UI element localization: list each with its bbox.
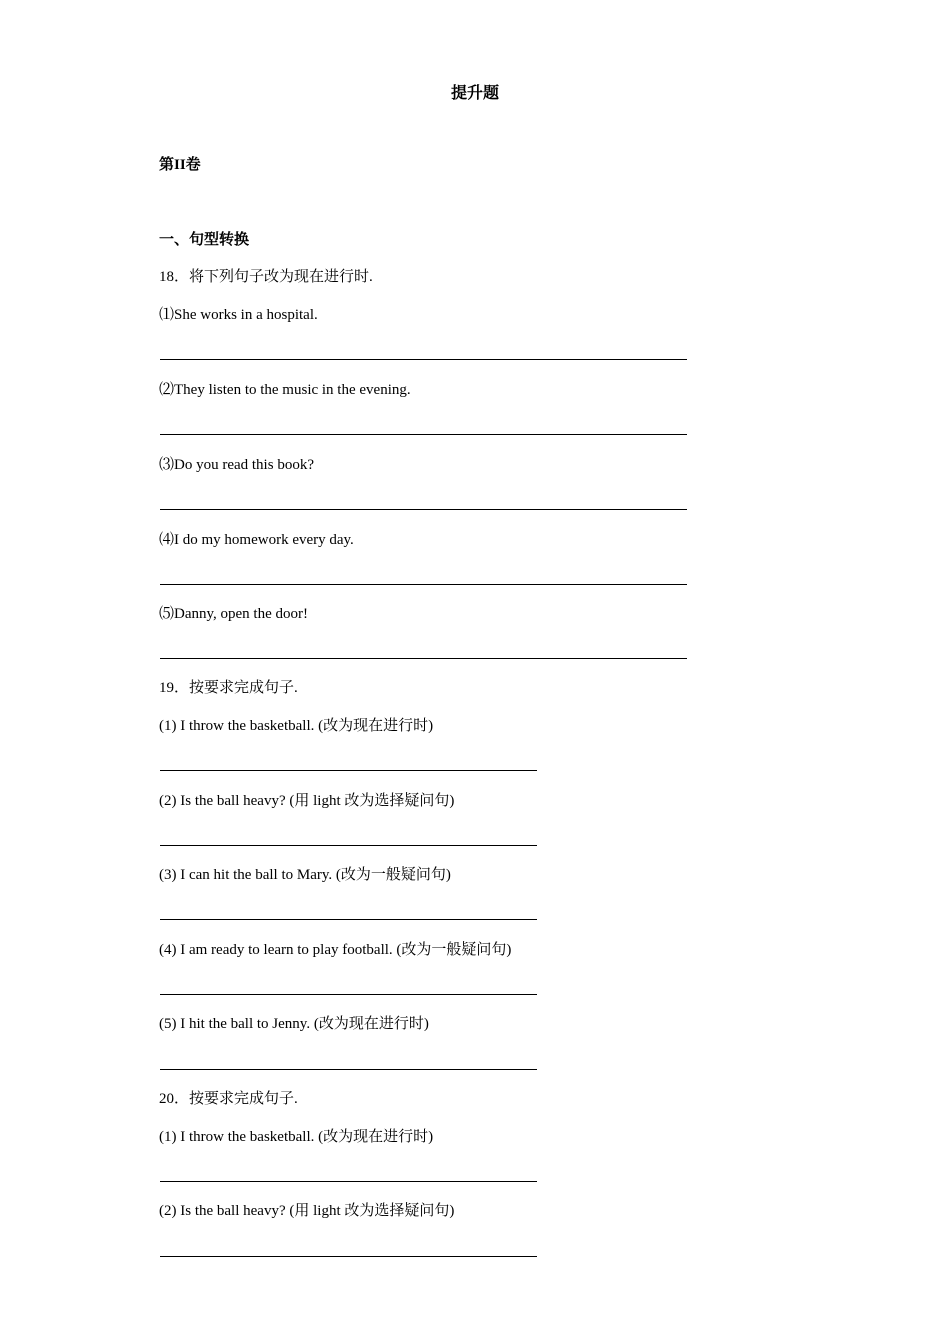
- page-title: 提升题: [450, 85, 499, 102]
- q19-item-1: (1) I throw the basketball. (改为现在进行时): [159, 718, 434, 734]
- q18-stem: 18．将下列句子改为现在进行时.: [159, 269, 373, 285]
- q18-item-4: ⑷I do my homework every day.: [159, 532, 354, 548]
- q18-item-5: ⑸Danny, open the door!: [159, 606, 308, 622]
- q19-answer-line-3[interactable]: [160, 919, 537, 920]
- q19-item-5: (5) I hit the ball to Jenny. (改为现在进行时): [159, 1016, 429, 1032]
- q19-item-2: (2) Is the ball heavy? (用 light 改为选择疑问句): [159, 793, 455, 809]
- q20-item-1: (1) I throw the basketball. (改为现在进行时): [159, 1129, 434, 1145]
- q20-item-2: (2) Is the ball heavy? (用 light 改为选择疑问句): [159, 1203, 455, 1219]
- q19-answer-line-2[interactable]: [160, 845, 537, 846]
- q19-item-4: (4) I am ready to learn to play football. (改为一般疑问句): [159, 942, 512, 958]
- q18-item-1: ⑴She works in a hospital.: [159, 307, 318, 323]
- q18-answer-line-3[interactable]: [160, 509, 687, 510]
- q18-item-2: ⑵They listen to the music in the evening.: [159, 382, 411, 398]
- q18-answer-line-5[interactable]: [160, 658, 687, 659]
- q20-answer-line-1[interactable]: [160, 1181, 537, 1182]
- volume-heading: 第II卷: [159, 157, 201, 173]
- q18-answer-line-4[interactable]: [160, 584, 687, 585]
- q19-answer-line-1[interactable]: [160, 770, 537, 771]
- q18-answer-line-1[interactable]: [160, 359, 687, 360]
- q19-item-3: (3) I can hit the ball to Mary. (改为一般疑问句): [159, 867, 451, 883]
- q19-answer-line-5[interactable]: [160, 1069, 537, 1070]
- q20-stem: 20．按要求完成句子.: [159, 1091, 298, 1107]
- q18-answer-line-2[interactable]: [160, 434, 687, 435]
- q18-item-3: ⑶Do you read this book?: [159, 457, 314, 473]
- q19-stem: 19．按要求完成句子.: [159, 680, 298, 696]
- q20-answer-line-2[interactable]: [160, 1256, 537, 1257]
- section-heading: 一、句型转换: [159, 232, 250, 248]
- q19-answer-line-4[interactable]: [160, 994, 537, 995]
